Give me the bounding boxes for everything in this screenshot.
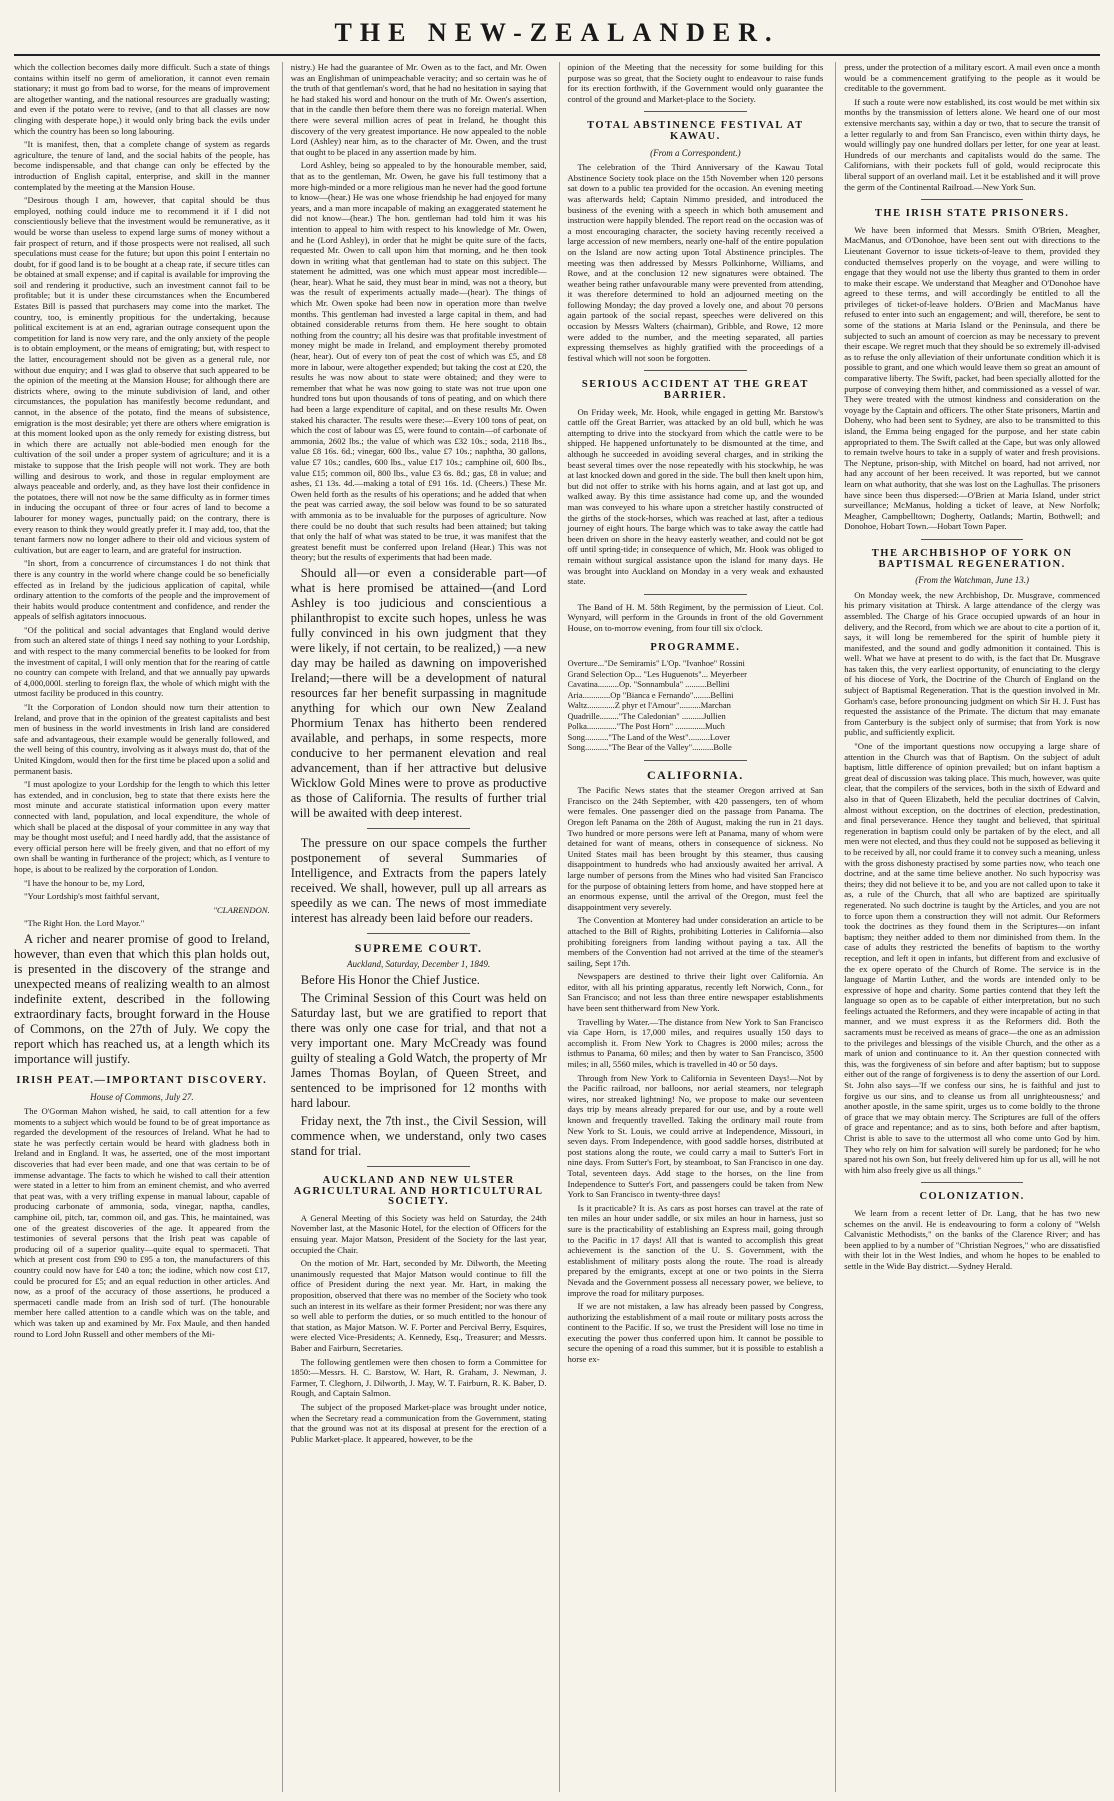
divider (644, 111, 746, 112)
addressee: "The Right Hon. the Lord Mayor." (24, 918, 145, 929)
paragraph: The following gentlemen were then chosen to form a Committee for 1850:—Messrs. H. C. Barstow, W. Hart, R. Graham, J. Newman, J. Farmer, T. Cleghorn, J. Dilworth, J. May, W. T. Fairburn, R. K. Baber, D. Rough, and Captain Salmon. (290, 1356, 547, 1399)
divider (367, 1166, 469, 1167)
section-title-irish-peat: IRISH PEAT.—IMPORTANT DISCOVERY. (16, 1074, 268, 1086)
paragraph: We learn from a recent letter of Dr. Lang, that he has two new schemes on the anvil. He is endeavouring to form a colony of "Welsh Calvanistic Methodists," on the banks of the Clarence River; and has been applied to by a number of "Christian Negroes," who are dissatisfied with their lot in the West Indies, and whom he hopes to be enabled to settle in the Wide Bay district.—Sydney Herald. (844, 1207, 1100, 1271)
section-title-agricultural-society: AUCKLAND AND NEW ULSTER AGRICULTURAL AND HORTICULTURAL SOCIETY. (293, 1175, 544, 1208)
paragraph: "In short, from a concurrence of circumstances I do not think that there is any country in the world where change could be so beneficially effected as in Ireland by the judicious application of capital, while ordinary attention to the comforts of the people and the improvement of their habits would produce contentment and confidence, and render the appeals of selfish agitators innocuous. (14, 558, 270, 622)
programme-item: Aria.............Op "Bianca e Fernando"........Bellini (567, 689, 734, 700)
divider (367, 933, 469, 934)
column-2 (282, 62, 547, 1792)
divider (921, 199, 1023, 200)
paragraph: "I must apologize to your Lordship for the length to which this letter has extended, and in conclusion, beg to state that there exists here the most minute and accurate statistical information upon every matter connected with land, population, and local expenditure, the whole of which shall be placed at the disposal of your committee in any way that may be thought most useful; and I need hardly add, that the assistance of every official person here will be freely given, and that no effort of my own shall be wanting in furtherance of the project; which, as I venture to hope, is about to be realized by the corporation of London. (14, 779, 270, 874)
paragraph: Through from New York to California in Seventeen Days!—Not by the Pacific railroad, nor balloons, nor aerial steamers, nor telegraph wires, nor streaked lightning! No, we propose to make our seventeen days trip by means already prepared for our use, and by a route well known and frequently travelled. Taking the ordinary mail route from New York to St. Louis, we could arrive at Independence, Missouri, in seven days. From Independence, with good saddle horses, distributed at post stations along the route, we could carry a mail to Sutter's Fort in nine days. From Sutter's Fort, by steamboat, to San Francisco in one day. Total, seventeen days. Add stage to the horses, on the line from Independence to Sutter's Fort, and passengers could be taken from New York to San Francisco in twenty-three days! (567, 1072, 824, 1200)
divider (644, 594, 746, 595)
signature: "CLARENDON. (213, 904, 270, 915)
paragraph: The celebration of the Third Anniversary of the Kawau Total Abstinence Society took place on the 15th November when 120 persons sat down to a public tea provided for the occasion. An evening meeting was afterwards held; Captain Nimmo presided, and introduced the business of the evening with a speech in which both amusement and instruction were happily blended. The report read on the occasion was of a most encouraging character, the society having recently received a large accession of new members, nearly one-half of the entire population on the Island are now acting upon Total Abstinence principles. The meeting was then addressed by Messrs Polkinhorne, Williams, and Rowe, and at the conclusion 12 new signatures were obtained. The weather being rather unfavourable many were prevented from attending, it was therefore determined to hold an adjourned meeting on the following Monday; the day proved a lovely one, and about 70 persons again partook of the social repast, speeches were delivered on this occasion by Messrs Walters (chairman), Gribble, and Rowe, 12 more were added to the number, and the meeting separated, all parties expressing themselves as highly gratified with the proceedings of a festival which will not soon be forgotten. (567, 162, 824, 363)
section-title-archbishop: THE ARCHBISHOP OF YORK ON BAPTISMAL REGENERATION. (871, 547, 1073, 570)
paragraph: "It the Corporation of London should now turn their attention to Ireland, and prove that in the opinion of the greatest capitalists and best men of business in the world investments in Irish land are considered safe and advantageous, their example would be generally followed, and the well being of this country, involving as it always must do, that of the United Kingdom, would then for the first time be placed upon a solid and permanent basis. (14, 702, 270, 776)
masthead (14, 0, 1100, 54)
lead-paragraph: A richer and nearer promise of good to Ireland, however, than even that which this plan holds out, is presented in the discovery of the strange and unexpected means of realizing wealth to an almost indefinite extent, described in the following extraordinary facts, brought forward in the House of Commons, on the 27th of July. We copy the report which has reached us, at a length which its importance will justify. (14, 931, 270, 1066)
programme-item: Quadrille........."The Caledonian" ..........Jullien (567, 710, 726, 721)
lead-paragraph: Friday next, the 7th inst., the Civil Session, will commence when, we understand, only two cases stand for trial. (290, 1114, 547, 1159)
programme-item: Song..........."The Bear of the Valley"..........Bolle (567, 742, 732, 753)
section-subtitle: House of Commons, July 27. (90, 1091, 194, 1102)
section-subtitle: (From a Correspondent.) (650, 147, 741, 158)
programme-list (568, 658, 824, 753)
lead-paragraph: The Criminal Session of this Court was held on Saturday last, but we are gratified to report that there was only one case for trial, and that not a very important one. Mary McCready was found guilty of stealing a Gold Watch, the property of Mr James Thomas Boylan, of Queen Street, and sentenced to be imprisoned for 12 months with hard labour. (290, 991, 547, 1111)
paragraph: Travelling by Water.—The distance from New York to San Francisco via Cape Horn, is 17,000 miles, and requires usually 150 days to accomplish it. From New York to Chagres is 2000 miles; across the isthmus to Panama, 60 miles; and then by water to San Francisco, 3500 miles; in all, 5560 miles, which is travelled in 40 or 50 days. (567, 1016, 824, 1070)
programme-item: Overture..."De Semiramis" L'Op. "Ivanhoe" Rossini (567, 658, 745, 669)
divider (644, 760, 746, 761)
section-title-accident: SERIOUS ACCIDENT AT THE GREAT BARRIER. (581, 379, 809, 402)
divider (921, 1182, 1023, 1183)
paragraph: "Of the political and social advantages that England would derive from such an altered state of things I need say nothing to your Lordship, and with respect to the many commercial benefits to be looked for from the investment of capital, I will only mention that for the rearing of cattle no country can compete with Ireland, and that we annually pay upwards of 4,000,000l. sterling to foreign flax, the whole of which might with the utmost facility be produced in this country. (14, 624, 270, 699)
paragraph: The Convention at Monterey had under consideration an article to be attached to the Bill of Rights, prohibiting Lotteries in California—also prohibiting foreigners from landing without paying a tax. All the members of the Convention had not arrived at the time of the steamer's sailing, Sept 17th. (567, 915, 824, 968)
paragraph: opinion of the Meeting that the necessity for some building for this purpose was so great, that the Society ought to endeavour to raise funds for its erection forthwith, if the Government would only guarantee the control of the ground and Market-place to the Society. (567, 62, 824, 104)
divider (921, 539, 1023, 540)
programme-item: Waltz.............Z phyr et l'Amour"..........Marchan (567, 700, 731, 711)
columns (14, 62, 1100, 1792)
paragraph: On the motion of Mr. Hart, seconded by Mr. Dilworth, the Meeting unanimously requested that Major Matson would continue to fill the office of President during the next year. Mr. Hart, in making the proposition, observed that there was no member of the Society who took such an interest in its welfare as their former President; nor was there any so well able to perform the duties, or so much entitled to the honour of that station, as Major Matson. W. F. Porter and Percival Berry, Esquires, were elected Vice-Presidents; A. Kennedy, Esq., Treasurer; and Messrs. Baber and Fairburn, Secretaries. (290, 1258, 547, 1353)
paragraph: The Pacific News states that the steamer Oregon arrived at San Francisco on the 24th September, with 420 passengers, ten of whom were females. One passenger died on the passage from Panama. The Oregon left Panama on the 28th of August, making the run in 21 days. Two hundred or more persons were left at Panama, many of whom were detained for want of means, others in consequence of sickness. No United States mail has been brought by this steamer, thus causing disappointment to hundreds who had anxiously awaited her arrival. A large number of persons from the Mines who had visited San Francisco for the purpose of obtaining letters from home, and have stopped here at an enormous expense, until the arrival of the Oregon, must feel the disappointment very severely. (567, 785, 824, 912)
paragraph: The Band of H. M. 58th Regiment, by the permission of Lieut. Col. Wynyard, will perform in the Grounds in front of the old Government House, on to-morrow evening, from four till six o'clock. (567, 601, 824, 633)
programme-item: Grand Selection Op... "Les Huguenots"... Meyerbeer (567, 668, 747, 679)
paragraph: Is it practicable? It is. As cars as post horses can travel at the rate of ten miles an hour under saddle, or six miles an hour in harness, just so sure is the practicability of establishing an Express mail, going through to the Pacific in 17 days! All that is wanted to accomplish this great achievement is the sanction of the U. S. Government, with the establishment of military posts along the route. The road is already prepared by the emigrants, except at one or two points in the Sierra Nevada and the Government possess all necessary power, we believe, to improve the road for military purposes. (567, 1202, 824, 1298)
programme-item: Song..........."The Land of the West"..........Lover (567, 731, 731, 742)
section-title-california: CALIFORNIA. (646, 767, 744, 782)
paragraph: Lord Ashley, being so appealed to by the honourable member, said, that as to the gentleman, Mr. Owen, he gave his full testimony that a more high-minded or a more religious man he never had the good fortune to know—(hear.) He was one whose friendship he had enjoyed for many years, and a man more incapable of making an exaggerated statement he did not know—(hear.) The hon. gentleman had told him it was his intention to appeal to him with respect to his knowledge of Mr. Owen, and he (Lord Ashley), in order that he might be quite sure of the facts, requested Mr. Owen to call upon him that morning, and he then took down in writing what that gentleman had to state on this subject. The statement he admitted, was one which must appear most incredible—(hear, hear). What he said, they must bear in mind, was not a theory, but was the result of experiments actually made—(hear). The things of which Mr. Owen spoke had been now in operation more than twelve months. This gentleman had invested a large capital in them, and had obtained considerable returns from them. He here sought to obtain nothing from the country; all his desire was that profitable investment of money might be made in Ireland, and employment thereby promoted (hear, hear). Out of every ton of peat the cost of which was £5, and £8 more in labour, were altogether expended; but taking the cost at £20, the results he was now about to state were obtained; and they were to remember that what he was now going to state was not true upon one hundred tons but upon thousands of tons of peating, and on which there had been a large expenditure of capital, and on these results Mr. Owen staked his character. The results were these:—Every 100 tons of peat, on which the cost of labour was £5, were found to contain—of carbonate of ammonia, 2602 lbs.; the value of which was £32 10s.; soda, 2118 lbs., value £8 16s. 6d.; vinegar, 600 lbs., value £7 10s.; naphtha, 30 gallons, value £7 10s.; candles, 600 lbs., value £17 10s.; camphine oil, 600 lbs., value £15; common oil, 800 lbs., value £3 6s. 8d.; gas, £8 in value; and ashes, £1 13s. 4d.—making a total of £91 16s. 1d. (Cheers.) These Mr. Owen held forth as the results of his operations; and he added that when the peat was carried away, the soil below was found to be so saturated with ammonia as to be invaluable for the purposes of agriculture. Now there could be no doubt that such results had been attained; but taking that only the half of what was stated to be true, it was manifest that the greatest benefit must be conferred upon Ireland (Hear.) This was not theory; but the results of experiments that had been made. (290, 160, 547, 563)
salutation: "Your Lordship's most faithful servant, (24, 891, 160, 902)
programme-item: Polka.............."The Post Horn" ..............Much (567, 721, 725, 732)
column-1 (14, 62, 270, 1792)
paragraph: The subject of the proposed Market-place was brought under notice, when the Secretary read a communication from the Government, stating that the ground was not at its disposal at present for the erection of a Public Market-place. It appeared, however, to be the (290, 1401, 547, 1444)
divider (644, 370, 746, 371)
paragraph: On Friday week, Mr. Hook, while engaged in getting Mr. Barstow's cattle off the Great Barrier, was attacked by an old bull, which he was attempting to drive into the stockyard from which the cattle were to be shipped. He happened unfortunately to be dismounted at the time, and although he succeeded in avoiding several charges, and in striking the beast several times over the nose repeatedly with his stockwhip, he was at last knocked down and gored in the side. The bull then knelt upon him, but did not offer to strike with his horns again, and at last got up, and walked away. By this time assistance had come up, and the wounded man was conveyed to his whare upon a stretcher hastily constructed of the girths of the stock-horses, which was reached at last, after a tedious journey of eight hours. The barge which was to take away the cattle had been driven on shore in the heavy easterly weather, and could not be got off until spring-tide; in consequence of which, Mr. Hook was obliged to remain without surgical assistance upon the island for many days. He was brought into Auckland on Monday in a very weak and exhausted state. (567, 406, 824, 587)
court-judge-line: Before His Honor the Chief Justice. (300, 973, 480, 988)
programme-title: PROGRAMME. (650, 641, 741, 653)
section-subtitle: (From the Watchman, June 13.) (915, 575, 1030, 586)
section-title-colonization: COLONIZATION. (919, 1191, 1025, 1203)
paragraph: We have been informed that Messrs. Smith O'Brien, Meagher, MacManus, and O'Donohoe, have been sent out with directions to the Lieutenant Governor to issue tickets-of-leave to them, provided they conducted themselves properly on the voyage, and were willing to engage that they would not use the liberty thus granted to them in order to make their escape. We understand that Meagher and O'Donohoe have agreed to these terms, and will accordingly be entitled to all the privileges of ticket-of-leave holders. O'Brien and MacManus have refused to enter into such an engagement; and will, therefore, be sent to some of the stations at Maria Island or the Peninsula, and there be subjected to such an amount of coercion as may be necessary to prevent their escape. We regret much that they should be so extremely ill-advised as to refuse the only alleviation of their unfortunate condition which it is possible to grant, and one which would leave them so great an amount of comparative liberty. The Swift, packet, had been specially allotted for the purpose of conveying them hither, and commissioned as a vessel of war. They were treated with the utmost kindness and consideration on the voyage by the Captain and officers. The other State prisoners, Martin and Doheny, who had been sent to Sydney, are also to be transmitted to this island, the Emma being engaged for the purpose, and her state cabin appropriated to them. The Swift called at the Cape, but was only allowed to remain twelve hours to take in a supply of water and fresh provisions. The Neptune, prison-ship, with Mitchel on board, had not arrived, nor had any account of her been received. It was reported, but we cannot learn on what authority, that she was lost on the Laghullas. The prisoners have since been thus dispersed:—O'Brien at Maria Island, under strict surveillance; McManus, holding a ticket of leave, at New Norfolk; Meagher, Campbelltown; Dogherty, Oatlands; Martin, Bothwell; and Donohoe, Hobart Town.—Hobart Town Paper. (844, 224, 1100, 532)
paragraph: "It is manifest, then, that a complete change of system as regards agriculture, the tenure of land, and the social habits of the people, has become indispensable, and that change can only be effected by the introduction of English capital, enterprise, and skill in the manner contemplated by the meeting at the Mansion House. (14, 139, 270, 192)
paragraph: If we are not mistaken, a law has already been passed by Congress, authorizing the establishment of a mail route or military posts across the continent to the Pacific. If so, we trust the President will lose no time in executing the power thus conferred upon him. It cannot be possible to secure the opening of a road this summer, but it is possible to establish a horse ex- (567, 1301, 824, 1365)
paragraph: nistry.) He had the guarantee of Mr. Owen as to the fact, and Mr. Owen was an Englishman of unimpeachable veracity; and so certain was he of the truth of that gentleman's word, that he had no hesitation in saying that he had staked his word and honour on the truth of Mr. Owen's assertion, that in the candle then before them there was no foreign material. When there were several million acres of peat in Ireland, he thought this discovery of the very greatest importance. He now appealed to the noble Lord (Ashley) near him, as to the character of Mr. Owen, and the trust that ought to be placed in any assertion made by him. (290, 62, 547, 157)
paragraph: "Desirous though I am, however, that capital should be thus employed, nothing could induce me to recommend it if I did not conscientiously believe that the investment would be remunerative, as it would be worse than useless to expend large sums of money without a fair prospect of return, and if those prospects were not realised, all such speculations must cease for the future; but upon this point I entertain no doubt, for if good land is to be bought at a cheap rate, if secure titles can be obtained at small expense; and if capital is available for improving the soil and rendering it productive, such an investment cannot fail to be profitable; but it is under these circumstances when the Encumbered Estates Bill is passed that purchasers may come into the market. The country, too, is eminently propitious for the undertaking, because political excitement is at an end, agrarian outrage consequent upon the competition for land is now very rare, and the only anxiety of the people is to obtain employment, or the means of emigrating; but, with respect to the latter, encouragement should not be given as a general rule, nor without due enquiry; and I was glad to observe that such appeared to be the opinion of the meeting at the Mansion House; for although there are districts where, owing to the minute subdivision of land, and other circumstances, the population has manifestly become redundant, and cannot, in the absence of the potato, find the means of subsistence, emigration is the most desirable; yet there are others where emigration is at this moment looked upon as the only remedy for existing distress, but in which there are actually not able-bodied men enough for the cultivation of the soil under a proper system of agriculture; and it is a mistake to suppose that the Irish people will not work. They are both willing and desirous to work, and those in regular employment are always peaceable and orderly, and, as they have lost their confidence in the potatoes, there will not now be the same difficulty as in former times in inducing the occupant of three or four acres of land to become a labourer for money wages, punctually paid; on the contrary, there is every reason to think they would greatly prefer it. I may add, too, that the tenant farmers now no longer adhere to their old and vicious system of cultivation, but are eager to learn, and are grateful for instruction. (14, 195, 270, 555)
paragraph: "One of the important questions now occupying a large share of attention in the Church was that of Baptism. On the subject of adult baptism, little difference of opinion prevailed; but on infant baptism a great deal of discussion was taking place. This much, however, was quite clear, that the compilers of the services, both in the sixth of Edward and also in that of Queen Elizabeth, held the peculiar doctrines of Calvin, almost without exception, on the doctrines of election, predestination, and final perseverance. Hence they taught and believed, that spiritual regeneration in baptism could only be partaken of by the elect, and all men were not elected, and thus they could not be supposed as believing it to be received by all, nor could frame it to convey such a meaning, unless with the gross dishonesty practised by some parties now, who teach one doctrine, and at the same time believe another. No such hypocrisy was theirs; they did not believe it to be, and you are not called upon to take it as, a rule of the Church, that all who are baptized are spiritually regenerated. No such doctrine is taught by the Articles, and you are not to force upon them a construction they will not admit. Our Reformers took the doctrines as they found them in the Scriptures—on infant baptism; they neither added to them nor diminished from them. In the case of adults they restricted the benefits of baptism to the worthy reception, and left it open in infants, but different from and exclusive of the ex opere operato of the Church of Rome. The service is in the language of Martin Luther, and the words are intended only to be expressive of hope and charity. Some parties contend that they left the language so open as to be capable of either interpretation, but no such feelings actuated the Reformers, and they were incapable of acting in that manner, and we must express it as the Reformers did. Both the sacraments must be received as means of grace—the one as an admission to the privileges and blessings of the visible Church, and the other as a mark of union and continuance to it. An ther question connected with this, was the forgiveness of sin before and after baptism; but to suppose either out of the range of forgiveness is to deny the assertion of our Lord. St. John also says—'If we confess our sins, he is faithful and just to forgive us our sins, and to cleanse us from all unrighteousness;' and another apostle, in the same spirit, urges us to come boldly to the throne of grace that we may obtain mercy. The Scriptures are full of the offers of grace and repentance; and as to sins, both before and after baptism, Christ is able to save to the uttermost all who come unto God by him. They who rely on him for salvation will surely be pardoned; for he who spared not his own Son, but freely delivered him up for us all, will he not with him also freely give us all things." (844, 741, 1100, 1175)
paragraph: A General Meeting of this Society was held on Saturday, the 24th November last, at the Masonic Hotel, for the election of Officers for the ensuing year. Major Matson, President of the Society for the last year, occupied the Chair. (290, 1212, 547, 1255)
programme-item: Cavatina..........Op. "Sonnambula" ..........Bellini (567, 679, 730, 690)
section-title-supreme-court: SUPREME COURT. (354, 940, 483, 955)
section-title-irish-prisoners: THE IRISH STATE PRISONERS. (874, 208, 1070, 220)
paragraph: The O'Gorman Mahon wished, he said, to call attention for a few moments to a subject which would be found to be of great importance as regarded the development of the resources of Ireland. What he had to state he was perfectly certain would be heard with gladness both in Ireland and in England. It was, he asserted, one of the most important discoveries that had ever been made, and one that was certain to be of immense advantage. The facts to which he wished to call their attention were stated in a letter to him from an eminent chemist, and who averred that peat was, with a very trifling expense in manual labour, capable of producing carbonate of ammonia, soda, vinegar, naptha, candles, camphine oil, pitch, tar, common oil, and gas. This, he maintained, was one of the greatest discoveries of the age. It appeared from the testimonies of several persons that the Irish peat was capable of producing oil of a superior quality—quite equal to spermaceti. That which at present cost from £90 to £95 a ton, the manufacturers of this country could now have for £40 a ton; the iodine, which now cost £17, could be procured for £5; and an equal reduction in other articles. And now, as a proof of the accuracy of those assertions, he produced a spermaceti candle made from an Irish sod of turf. (The honourable member here called attention to a candle which was on the table, and which was taken up and examined by Mr. Fox Maule, and then handed round to Lord John Russell and other members of the Mi- (14, 1106, 270, 1339)
paragraph: On Monday week, the new Archbishop, Dr. Musgrave, commenced his primary visitation at Thirsk. A large attendance of the clergy was assembled. The Charge of his Grace occupied upwards of an hour in delivery, and the Record, from which we are about to cite a portion of it, says, it will long be remembered for the spirit of humble piety it manifested, and the sound and godly admonition it contained. This is well. What we have at present to do with, is the fact that Dr. Musgrave has taken this, the very earliest opportunity, of enunciating to the clergy of his diocese of York, the Doctrine of the Church of England on the subject of Baptismal Regeneration. That is the question involved in Mr. Gorham's case, before pronouncing judgment on which Sir H. J. Fust has requested the assistance of the Primate. The dictum that may emanate from Canterbury is the subject only of surmise; that from York is now public, and sufficiently explicit. (844, 589, 1100, 738)
lead-paragraph: Should all—or even a considerable part—of what is here promised be attained—(and Lord Ashley is too judicious and conscientious a philanthropist to excite such hopes, unless he was fully convinced in his own judgment that they were likely, if not certain, to be realized,) —a new day may be hailed as dawning on impoverished Ireland;—there will be a development of natural resources far her benefit surpassing in magnitude anything for which our own New Zealand Phormium Tenax has hitherto been rendered available, and perhaps, in some respects, more conducive to her permanent elevation and real advancement, than if her attractive but delusive Wicklow Gold Mines were to prove as productive as those of California. The results of further trial will be awaited with deep interest. (290, 565, 547, 820)
column-4 (835, 62, 1100, 1792)
paragraph: Newspapers are destined to thrive their light over California. An editor, with all his printing apparatus, recently left Norwich, Conn., for San Francisco; and not less than three entire newspaper establishments have been sent thitherward from New York. (567, 971, 824, 1014)
paragraph: press, under the protection of a military escort. A mail even once a month would be a commencement gratifying to the people as it would be creditable to the government. (844, 62, 1100, 94)
salutation: "I have the honour to be, my Lord, (24, 877, 145, 888)
newspaper-title: THE NEW-ZEALANDER. (334, 18, 780, 47)
section-title-abstinence: TOTAL ABSTINENCE FESTIVAL AT KAWAU. (587, 120, 804, 142)
paragraph: which the collection becomes daily more difficult. Such a state of things contains within itself no germ of amelioration, it cannot even remain stationary; it must go from bad to worse, for the means of improvement are altogether wanting, and the national resources are gradually wasting; and even if the potato were to revive, (and to that all classes are now clinging with desperate hope,) it would only bring back the evils under which the country has been so long labouring. (14, 62, 270, 136)
section-dateline: Auckland, Saturday, December 1, 1849. (347, 958, 491, 969)
divider (367, 828, 469, 829)
lead-paragraph: The pressure on our space compels the further postponement of several Summaries of Intelligence, and Extracts from the papers lately received. We shall, however, pull up all arrears as speedily as we can. The news of most immediate interest has already been laid before our readers. (290, 835, 547, 925)
column-3 (559, 62, 824, 1792)
paragraph: If such a route were now established, its cost would be met within six months by the transmission of letters alone. We heard one of our most extensive merchants say, within a day or two, that to secure the transit of a letter regularly to and from San Francisco, even within thirty days, he would willingly pay one hundred dollars per letter, for one year at least. Hundreds of our merchants and capitalists would do the same. The Californians, with their pockets full of gold, would reciprocate this liberal support of an overland mail. Let it be established and it will prove the germ of the Continental Railroad.—New York Sun. (844, 96, 1100, 192)
masthead-rule (14, 54, 1100, 56)
